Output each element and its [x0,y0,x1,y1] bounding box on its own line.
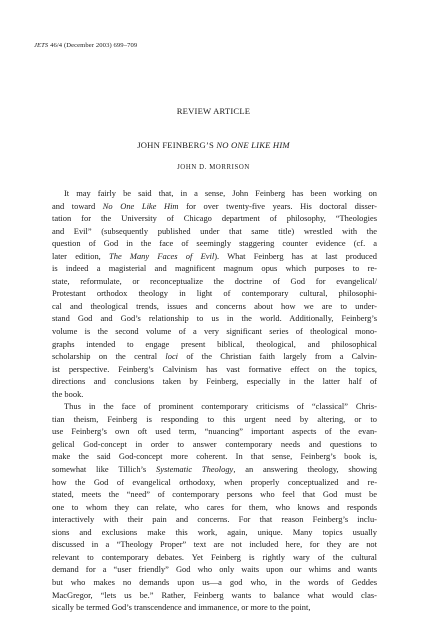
italic-text: The Many Faces of Evil [109,250,215,261]
text-line [52,250,377,263]
text-run: stated, meets the “need” of contemporary persons who feel that God must be [52,489,377,500]
text-run: stand God and God’s relationship to us in the world. Additionally, Feinberg’s [52,313,377,324]
text-line [52,513,377,526]
text-line [52,375,377,388]
text-line [52,325,377,338]
text-run: question of God in the face of seemingly staggering counter evidence (cf. a [52,238,377,249]
text-run: make the said God-concept more coherent. In that sense, Feinberg’s book is, [52,451,377,462]
text-run: directions and conclusions taken by Feinberg, especially in the latter half of [52,376,377,387]
text-run: interactively with their pain and concerns. For that reason Feinberg’s inclu- [52,514,377,525]
text-run: one to whom they can relate, who cares for them, who knows and responds [52,501,377,512]
paragraph-1 [52,187,377,400]
italic-text: No One Like Him [102,200,179,211]
text-line [52,338,377,351]
article-title-book: NO ONE LIKE HIM [216,140,290,150]
text-line [52,212,377,225]
text-run: somewhat like Tillich’s [52,464,156,475]
text-line [52,438,377,451]
review-article-label: REVIEW ARTICLE [176,106,251,116]
text-line [52,538,377,551]
text-line [52,425,377,438]
text-run: ). What Feinberg has at last produced [214,250,377,261]
text-run: sions and exclusions make this work, again, unique. Many topics usually [52,526,377,537]
text-line [52,563,377,576]
journal-citation: 46/4 (December 2003) 699–709 [50,42,138,49]
text-run: use Feinberg’s own oft used term, “nuancing” important aspects of the evan- [52,426,377,437]
text-run: Protestant orthodox theology in light of contemporary cultural, philosophi- [52,288,377,299]
article-title [0,140,427,150]
author-name: JOHN D. MORRISON [177,164,250,171]
text-run: cal and theological trends, issues and concerns about how we are to under- [52,300,377,311]
text-run: gelical God-concept in order to answer contemporary needs and questions to [52,438,377,449]
text-line [52,187,377,200]
text-run: but who makes no demands upon us—a god who, in the words of Geddes [52,576,377,587]
text-line [52,589,377,602]
text-line [52,476,377,489]
text-run: graphs intended to engage present biblical, theological, and philosophical [52,338,377,349]
paragraph-2 [52,400,377,613]
text-run: sically be termed God’s transcendence and immanence, or more to the point, [52,602,311,613]
text-line [52,200,377,213]
text-line [52,576,377,589]
text-run: is indeed a magisterial and magnificent magnum opus which purposes to re- [52,263,377,274]
text-run: and Evil” (subsequently published under that same title) wrestled with the [52,225,377,236]
text-line [52,526,377,539]
article-title-prefix: JOHN FEINBERG’S [137,140,217,150]
text-line [52,463,377,476]
text-run: ist perspective. Feinberg’s Calvinism has vast formative effect on the topics, [52,363,377,374]
text-run: discussed in a “Theology Proper” text are not included here, for they are not [52,539,377,550]
text-line [52,262,377,275]
text-run: tation for the University of Chicago department of philosophy, “Theologies [52,213,377,224]
text-line [52,350,377,363]
text-run: for over twenty-five years. His doctoral disser- [178,200,377,211]
italic-text: Systematic Theology [156,464,234,475]
text-run: the book. [52,388,84,399]
text-line [52,287,377,300]
text-run: MacGregor, “lets us be.” Rather, Feinberg wants to balance what would clas- [52,589,377,600]
text-line [52,501,377,514]
running-head [34,42,137,49]
text-run: demand for a “user friendly” God who only waits upon our whims and wants [52,564,377,575]
text-run: volume is the second volume of a very significant series of theological mono- [52,326,377,337]
text-line [52,488,377,501]
text-line [52,551,377,564]
text-line [52,312,377,325]
text-run: Thus in the face of prominent contemporary criticisms of “classical” Chris- [64,401,377,412]
journal-abbrev: JETS [34,42,49,49]
text-run: later edition, [52,250,110,261]
text-run: , an answering theology, showing [233,464,378,475]
text-run: how the God of evangelical orthodoxy, when properly conceptualized and re- [52,476,377,487]
text-line [52,413,377,426]
text-line [52,450,377,463]
text-line [52,400,377,413]
text-line [52,363,377,376]
italic-text: loci [165,351,179,362]
text-run: tian theism, Feinberg is responding to this urgent need by altering, or to [52,413,377,424]
text-run: of the Christian faith largely from a Calvin- [178,351,377,362]
text-run: scholarship on the central [52,351,166,362]
text-line [52,601,377,614]
text-line [52,275,377,288]
article-body [52,187,377,614]
text-line [52,300,377,313]
text-line [52,225,377,238]
text-line [52,388,377,401]
text-line [52,237,377,250]
text-run: state, reformulate, or reconceptualize the doctrine of God for evangelical/ [52,275,377,286]
text-run: and toward [52,200,103,211]
text-run: It may fairly be said that, in a sense, John Feinberg has been working on [64,188,377,198]
text-run: relevant to contemporary debates. Yet Feinberg is rightly wary of the cultural [52,551,377,562]
